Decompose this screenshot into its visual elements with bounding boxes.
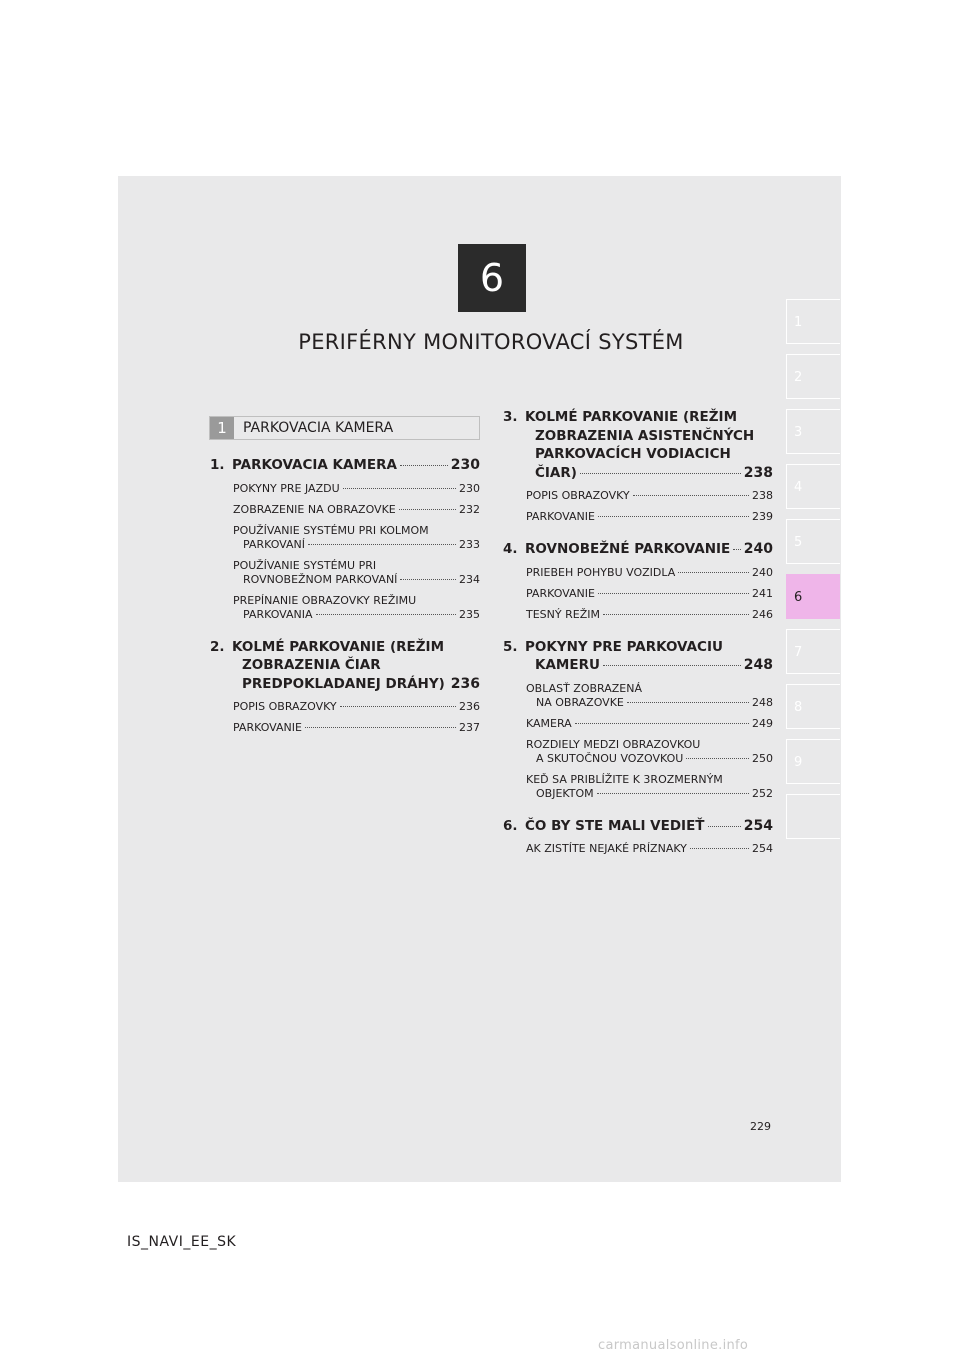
dot-leader <box>316 614 456 615</box>
toc-sub-entry[interactable] <box>233 594 480 622</box>
entry-page-number: 238 <box>752 489 773 502</box>
entry-title-line: KAMERA <box>526 716 572 730</box>
entry-page-number: 240 <box>752 565 773 579</box>
toc-sub-entry[interactable] <box>526 489 773 503</box>
entry-title-line: ČIAR) <box>535 464 577 481</box>
entry-title-line: PREPÍNANIE OBRAZOVKY REŽIMU <box>233 593 417 607</box>
entry-page-number: 235 <box>459 607 480 621</box>
entry-page-number: 237 <box>459 721 480 734</box>
entry-title-line: PRIEBEH POHYBU VOZIDLA <box>526 565 676 579</box>
entry-page-number: 230 <box>459 481 480 495</box>
toc-sub-entry[interactable] <box>526 608 773 622</box>
toc-sub-entry[interactable] <box>233 482 480 496</box>
toc-sub-entry[interactable] <box>526 682 773 710</box>
entry-number: 4. <box>503 541 518 557</box>
section-label: PARKOVACIA KAMERA <box>243 420 394 436</box>
dot-leader <box>340 706 456 707</box>
entry-title-line: POPIS OBRAZOVKY <box>526 489 630 502</box>
entry-number: 6. <box>503 817 518 834</box>
toc-sub-entry[interactable] <box>526 842 773 856</box>
entry-title-line: ČO BY STE MALI VEDIEŤ <box>525 817 705 834</box>
entry-title-line: PARKOVACÍCH VODIACICH <box>535 446 731 462</box>
entry-page-number: 240 <box>743 541 773 557</box>
entry-number: 1. <box>210 457 225 473</box>
toc-main-entry[interactable] <box>503 817 773 836</box>
dot-leader <box>603 614 749 615</box>
entry-page-number: 233 <box>459 537 480 551</box>
dot-leader <box>580 473 741 474</box>
entry-title-line: KEĎ SA PRIBLÍŽITE K 3ROZMERNÝM <box>526 772 723 786</box>
entry-page-number: 254 <box>743 817 773 834</box>
side-tab-1[interactable]: 1 <box>786 299 840 344</box>
entry-page-number: 248 <box>743 657 773 673</box>
entry-page-number: 236 <box>450 675 481 692</box>
toc-sub-entry[interactable] <box>526 717 773 731</box>
entry-title-line: PARKOVANIE <box>526 586 595 600</box>
entry-number: 2. <box>210 638 225 655</box>
entry-page-number: 232 <box>459 502 480 516</box>
watermark: carmanualsonline.info <box>598 1338 749 1353</box>
side-tab-8[interactable]: 8 <box>786 684 840 729</box>
entry-title-line: PARKOVANIE <box>233 721 302 734</box>
toc-main-entry[interactable] <box>503 408 773 482</box>
dot-leader <box>399 509 456 510</box>
entry-title-line: KOLMÉ PARKOVANIE (REŽIM <box>525 409 738 425</box>
entry-title-line: POUŽÍVANIE SYSTÉMU PRI <box>233 558 377 572</box>
entry-title-line: AK ZISTÍTE NEJAKÉ PRÍZNAKY <box>526 842 687 855</box>
toc-right-column <box>503 408 773 856</box>
dot-leader <box>678 572 749 573</box>
dot-leader <box>400 579 456 580</box>
side-tab-5[interactable]: 5 <box>786 519 840 564</box>
entry-title-line: PARKOVACIA KAMERA <box>232 457 397 473</box>
dot-leader <box>690 848 749 849</box>
entry-title-line: TESNÝ REŽIM <box>526 607 600 621</box>
entry-title-line: NA OBRAZOVKE <box>536 695 624 709</box>
entry-title-line: PARKOVANÍ <box>243 537 305 551</box>
entry-page-number: 236 <box>459 700 480 713</box>
entry-page-number: 254 <box>752 842 773 855</box>
dot-leader <box>686 758 749 759</box>
side-tab-9[interactable]: 9 <box>786 739 840 784</box>
entry-title-line: POKYNY PRE PARKOVACIU <box>525 638 723 655</box>
entry-page-number: 238 <box>743 464 773 481</box>
entry-page-number: 252 <box>752 786 773 800</box>
entry-title-line: ZOBRAZENIA ASISTENČNÝCH <box>535 427 755 444</box>
entry-title-line: PARKOVANIE <box>526 510 595 523</box>
toc-sub-entry[interactable] <box>526 566 773 580</box>
toc-main-entry[interactable] <box>503 540 773 559</box>
toc-sub-entry[interactable] <box>233 721 480 735</box>
dot-leader <box>597 793 749 794</box>
chapter-number-box: 6 <box>458 244 526 312</box>
toc-main-entry[interactable] <box>210 638 480 694</box>
dot-leader <box>308 544 456 545</box>
toc-left-column <box>210 456 480 735</box>
dot-leader <box>633 495 749 496</box>
toc-main-entry[interactable] <box>210 456 480 475</box>
dot-leader <box>733 549 741 550</box>
entry-page-number: 250 <box>752 751 773 765</box>
section-number: 1 <box>210 417 234 439</box>
toc-sub-entry[interactable] <box>233 700 480 714</box>
document-code: IS_NAVI_EE_SK <box>127 1234 237 1250</box>
toc-sub-entry[interactable] <box>526 510 773 524</box>
entry-title-line: ZOBRAZENIE NA OBRAZOVKE <box>233 502 396 516</box>
toc-sub-entry[interactable] <box>233 559 480 587</box>
entry-page-number: 241 <box>752 586 773 600</box>
section-header <box>209 416 480 440</box>
entry-title-line: KAMERU <box>535 657 600 673</box>
dot-leader <box>603 665 741 666</box>
side-tab-blank[interactable] <box>786 794 840 839</box>
side-tab-4[interactable]: 4 <box>786 464 840 509</box>
entry-number: 3. <box>503 409 518 425</box>
entry-title-line: ROVNOBEŽNOM PARKOVANÍ <box>243 572 398 586</box>
entry-number: 5. <box>503 638 518 655</box>
entry-page-number: 246 <box>752 607 773 621</box>
side-tab-3[interactable]: 3 <box>786 409 840 454</box>
toc-sub-entry[interactable] <box>526 587 773 601</box>
entry-title-line: OBLASŤ ZOBRAZENÁ <box>526 681 643 695</box>
toc-sub-entry[interactable] <box>526 738 773 766</box>
dot-leader <box>343 488 456 489</box>
dot-leader <box>627 702 749 703</box>
toc-sub-entry[interactable] <box>526 773 773 801</box>
entry-title-line: KOLMÉ PARKOVANIE (REŽIM <box>232 638 445 655</box>
entry-title-line: A SKUTOČNOU VOZOVKOU <box>536 751 684 765</box>
dot-leader <box>400 465 448 466</box>
chapter-title: PERIFÉRNY MONITOROVACÍ SYSTÉM <box>298 330 684 354</box>
toc-sub-entry[interactable] <box>233 524 480 552</box>
entry-title-line: POKYNY PRE JAZDU <box>233 481 340 495</box>
dot-leader <box>708 826 741 827</box>
entry-title-line: OBJEKTOM <box>536 786 594 800</box>
side-tab-7[interactable]: 7 <box>786 629 840 674</box>
dot-leader <box>598 516 749 517</box>
dot-leader <box>598 593 749 594</box>
dot-leader <box>305 727 456 728</box>
entry-title-line: POUŽÍVANIE SYSTÉMU PRI KOLMOM <box>233 523 429 537</box>
entry-page-number: 249 <box>752 716 773 730</box>
side-tab-2[interactable]: 2 <box>786 354 840 399</box>
entry-page-number: 234 <box>459 572 480 586</box>
toc-sub-entry[interactable] <box>233 503 480 517</box>
entry-page-number: 230 <box>450 457 480 473</box>
entry-title-line: PARKOVANIA <box>243 607 313 621</box>
entry-title-line: ROZDIELY MEDZI OBRAZOVKOU <box>526 737 701 751</box>
entry-title-line: POPIS OBRAZOVKY <box>233 700 337 713</box>
toc-main-entry[interactable] <box>503 638 773 675</box>
page-number: 229 <box>750 1120 771 1133</box>
entry-title-line: PREDPOKLADANEJ DRÁHY) <box>242 675 445 692</box>
entry-page-number: 248 <box>752 695 773 709</box>
dot-leader <box>575 723 749 724</box>
entry-title-line: ZOBRAZENIA ČIAR <box>242 657 381 673</box>
entry-title-line: ROVNOBEŽNÉ PARKOVANIE <box>525 541 731 557</box>
entry-page-number: 239 <box>752 510 773 523</box>
side-tab-6[interactable]: 6 <box>786 574 840 619</box>
